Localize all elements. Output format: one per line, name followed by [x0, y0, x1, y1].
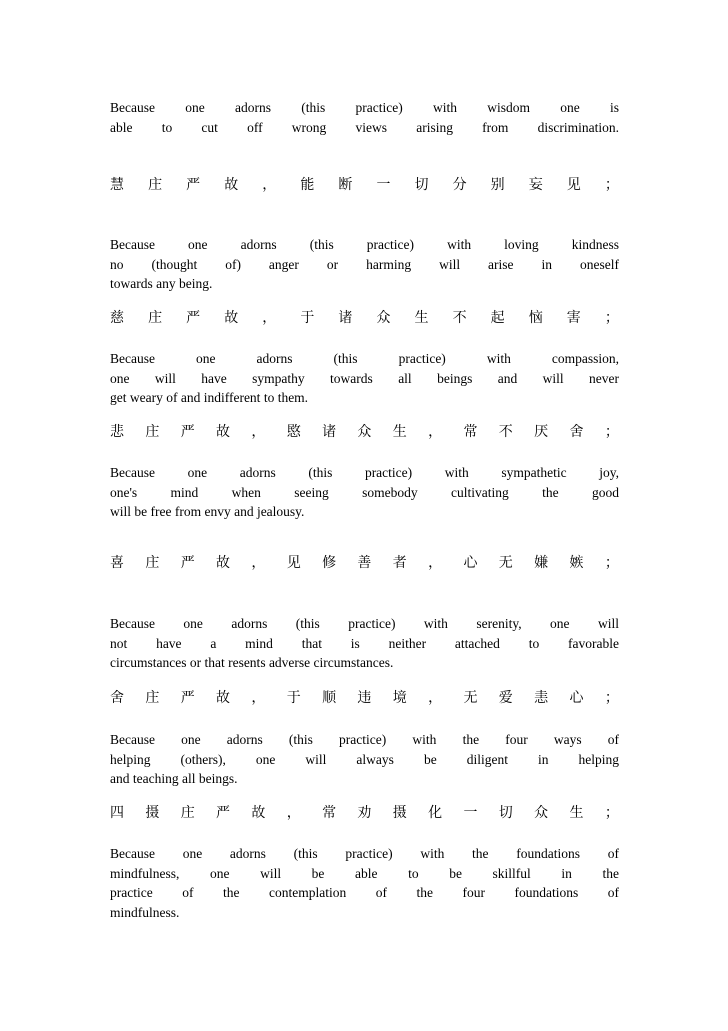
chinese-character: 严	[180, 690, 195, 706]
chinese-character: 故	[224, 310, 239, 326]
chinese-character: 严	[180, 555, 195, 571]
chinese-character: 严	[186, 310, 201, 326]
chinese-character: 违	[357, 690, 372, 706]
chinese-character: ；	[604, 177, 619, 193]
chinese-character: 恚	[534, 690, 549, 706]
chinese-character: ，	[262, 310, 277, 326]
chinese-character: 生	[392, 424, 407, 440]
english-paragraph	[110, 463, 619, 522]
chinese-character: 常	[322, 805, 337, 821]
chinese-character: 心	[569, 690, 584, 706]
chinese-character: 境	[392, 690, 407, 706]
chinese-character: ，	[251, 690, 266, 706]
chinese-character: 一	[463, 805, 478, 821]
chinese-character: 厌	[534, 424, 549, 440]
chinese-character: 断	[338, 177, 353, 193]
chinese-character: 故	[216, 555, 231, 571]
english-line: get weary of and indifferent to them.	[110, 390, 309, 405]
chinese-character: 生	[414, 310, 429, 326]
chinese-character: ；	[604, 555, 619, 571]
chinese-character: 故	[251, 805, 266, 821]
english-line: circumstances or that resents adverse circumstances.	[110, 655, 394, 670]
chinese-character: 悲	[110, 424, 124, 440]
english-line: and teaching all beings.	[110, 771, 238, 786]
chinese-character: 切	[414, 177, 429, 193]
chinese-character: 故	[224, 177, 239, 193]
chinese-character: 劝	[357, 805, 372, 821]
chinese-character: 诸	[338, 310, 353, 326]
english-line: Because one adorns (this practice) with the four ways of	[110, 732, 619, 747]
chinese-line	[110, 175, 619, 195]
chinese-character: 见	[286, 555, 301, 571]
chinese-character: 庄	[148, 177, 163, 193]
english-paragraph	[110, 614, 619, 673]
chinese-character: 舍	[569, 424, 584, 440]
english-line: mindfulness, one will be able to be skillful in the	[110, 865, 619, 881]
chinese-character: 见	[566, 177, 581, 193]
english-line: one's mind when seeing somebody cultivating the good	[110, 484, 619, 500]
chinese-character: 常	[463, 424, 478, 440]
chinese-character: 喜	[110, 555, 124, 571]
english-line: Because one adorns (this practice) with the foundations of	[110, 846, 619, 861]
english-paragraph	[110, 730, 619, 789]
chinese-character: 不	[498, 424, 513, 440]
english-line: no (thought of) anger or harming will arise in oneself	[110, 256, 619, 272]
english-line: one will have sympathy towards all beings and will never	[110, 370, 619, 386]
chinese-character: 舍	[110, 690, 124, 706]
english-line: able to cut off wrong views arising from discrimination.	[110, 119, 619, 135]
chinese-character: 众	[357, 424, 372, 440]
chinese-character: ，	[251, 555, 266, 571]
english-line: Because one adorns (this practice) with compassion,	[110, 351, 619, 366]
chinese-character: 愍	[286, 424, 301, 440]
chinese-character: 慈	[110, 310, 124, 326]
chinese-character: 者	[392, 555, 407, 571]
chinese-character: ，	[428, 424, 443, 440]
chinese-character: 分	[452, 177, 467, 193]
chinese-character: 修	[322, 555, 337, 571]
chinese-character: ，	[428, 555, 443, 571]
chinese-character: 于	[286, 690, 301, 706]
chinese-character: 能	[300, 177, 315, 193]
chinese-character: 四	[110, 805, 124, 821]
english-line: Because one adorns (this practice) with loving kindness	[110, 237, 619, 252]
chinese-character: 庄	[145, 690, 160, 706]
english-line: not have a mind that is neither attached to favorable	[110, 635, 619, 651]
english-line: Because one adorns (this practice) with wisdom one is	[110, 100, 619, 115]
chinese-character: 别	[490, 177, 505, 193]
english-paragraph	[110, 844, 619, 922]
chinese-character: ，	[286, 805, 301, 821]
chinese-character: 一	[376, 177, 391, 193]
chinese-character: 庄	[180, 805, 195, 821]
chinese-character: ；	[604, 310, 619, 326]
chinese-character: 于	[300, 310, 315, 326]
chinese-character: ，	[428, 690, 443, 706]
chinese-character: ；	[604, 690, 619, 706]
chinese-character: 不	[452, 310, 467, 326]
chinese-character: 顺	[322, 690, 337, 706]
chinese-character: 庄	[145, 424, 160, 440]
english-line: will be free from envy and jealousy.	[110, 504, 305, 519]
chinese-character: ，	[251, 424, 266, 440]
chinese-character: 嫌	[534, 555, 549, 571]
english-line: Because one adorns (this practice) with sympathetic joy,	[110, 465, 619, 480]
chinese-character: 化	[428, 805, 443, 821]
chinese-character: 摄	[145, 805, 160, 821]
chinese-line	[110, 688, 619, 708]
chinese-line	[110, 553, 619, 573]
chinese-character: 庄	[148, 310, 163, 326]
english-paragraph	[110, 235, 619, 294]
chinese-character: 嫉	[569, 555, 584, 571]
chinese-character: 慧	[110, 177, 124, 193]
chinese-character: 众	[376, 310, 391, 326]
chinese-character: ；	[604, 805, 619, 821]
english-line: mindfulness.	[110, 904, 180, 920]
chinese-character: 爱	[498, 690, 513, 706]
chinese-character: 恼	[528, 310, 543, 326]
chinese-character: 起	[490, 310, 505, 326]
english-line: helping (others), one will always be diligent in helping	[110, 751, 619, 767]
chinese-character: 无	[463, 690, 478, 706]
chinese-character: 切	[498, 805, 513, 821]
chinese-character: 众	[534, 805, 549, 821]
chinese-character: 摄	[392, 805, 407, 821]
chinese-character: 诸	[322, 424, 337, 440]
chinese-character: 善	[357, 555, 372, 571]
chinese-character: 妄	[528, 177, 543, 193]
chinese-line	[110, 308, 619, 328]
chinese-character: 害	[566, 310, 581, 326]
chinese-character: ，	[262, 177, 277, 193]
chinese-character: 生	[569, 805, 584, 821]
chinese-character: 故	[216, 690, 231, 706]
english-line: towards any being.	[110, 276, 213, 291]
chinese-character: 庄	[145, 555, 160, 571]
chinese-character: 严	[180, 424, 195, 440]
english-paragraph	[110, 349, 619, 408]
chinese-character: 故	[216, 424, 231, 440]
english-line: Because one adorns (this practice) with serenity, one will	[110, 616, 619, 631]
chinese-line	[110, 422, 619, 442]
chinese-character: 心	[463, 555, 478, 571]
english-paragraph	[110, 98, 619, 137]
english-line: practice of the contemplation of the four foundations of	[110, 885, 619, 900]
chinese-character: ；	[604, 424, 619, 440]
chinese-character: 严	[186, 177, 201, 193]
chinese-character: 无	[498, 555, 513, 571]
chinese-line	[110, 803, 619, 823]
chinese-character: 严	[216, 805, 231, 821]
